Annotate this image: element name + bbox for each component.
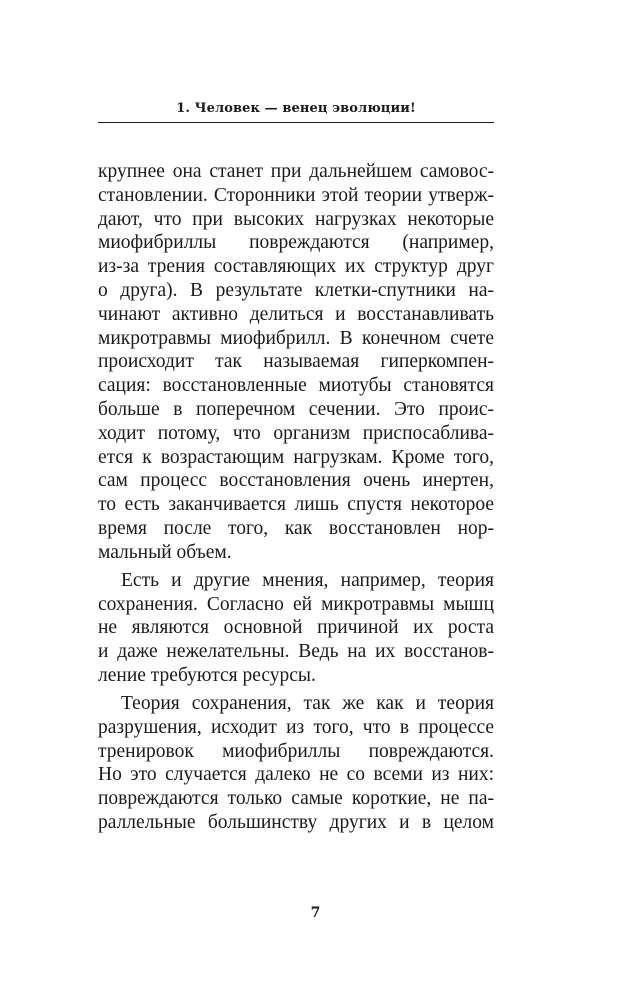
text-line: из-за трения составляющих их структур друг xyxy=(98,256,494,278)
text-line: то есть заканчивается лишь спустя некоторое xyxy=(98,494,494,516)
text-line: ление требуются ресурсы. xyxy=(98,664,316,686)
text-line: и даже нежелательны. Ведь на их восстанов- xyxy=(98,641,494,663)
text-line: становлении. Сторонники этой теории утверж- xyxy=(98,184,494,206)
text-line: крупнее она станет при дальнейшем самовос- xyxy=(98,161,494,182)
text-line: повреждаются только самые короткие, не па- xyxy=(98,788,494,810)
text-line: миофибриллы повреждаются (например, xyxy=(98,232,494,254)
text-line: ходит потому, что организм приспосаблива- xyxy=(98,422,494,444)
paragraph-2 xyxy=(98,569,494,688)
text-line: разрушения, исходит из того, что в процессе xyxy=(98,716,494,738)
text-line: Но это случается далеко не со всеми из них: xyxy=(98,764,494,786)
text-line: микротравмы миофибрилл. В конечном счете xyxy=(98,327,494,349)
text-line: сам процесс восстановления очень инертен, xyxy=(98,470,494,492)
page-number: 7 xyxy=(310,905,321,921)
text-line: не являются основной причиной их роста xyxy=(98,617,494,639)
text-line: Есть и другие мнения, например, теория xyxy=(121,569,494,591)
text-line: больше в поперечном сечении. Это проис- xyxy=(98,398,494,420)
running-header: 1. Человек — венец эволюции! xyxy=(176,101,416,116)
text-line: раллельные большинству других и в целом xyxy=(98,811,494,833)
text-line: Теория сохранения, так же как и теория xyxy=(121,692,494,714)
paragraph-1 xyxy=(98,160,494,565)
text-line: мальный объем. xyxy=(98,541,232,563)
body-text xyxy=(98,160,494,839)
text-line: о друга). В результате клетки-спутники на- xyxy=(98,279,494,301)
header-rule xyxy=(98,122,494,123)
text-line: дают, что при высоких нагрузках некоторые xyxy=(98,208,494,230)
text-line: происходит так называемая гиперкомпен- xyxy=(98,351,494,373)
text-line: сация: восстановленные миотубы становятся xyxy=(98,375,494,397)
text-line: чинают активно делиться и восстанавливать xyxy=(98,303,494,325)
text-line: тренировок миофибриллы повреждаются. xyxy=(98,740,494,762)
text-line: сохранения. Согласно ей микротравмы мышц xyxy=(98,593,494,615)
text-line: время после того, как восстановлен нор- xyxy=(98,517,494,539)
paragraph-3 xyxy=(98,692,494,835)
text-line: ется к возрастающим нагрузкам. Кроме того, xyxy=(98,446,494,468)
